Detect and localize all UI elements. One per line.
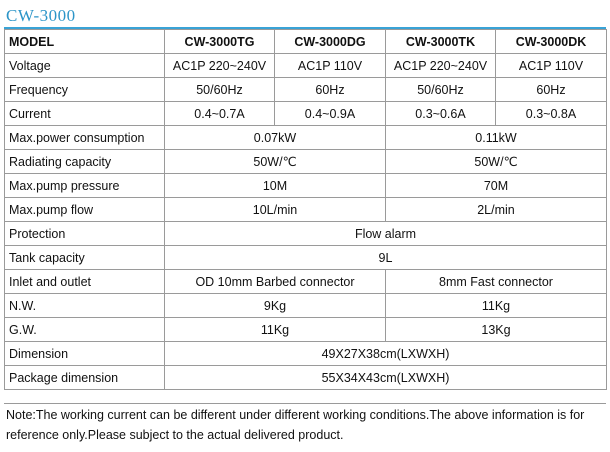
table-row-package <box>5 366 607 390</box>
table-row-radiating <box>5 150 607 174</box>
table-row-pump-flow <box>5 198 607 222</box>
value-cell: 60Hz <box>275 78 386 102</box>
value-cell: 50W/℃ <box>386 150 607 174</box>
model-cell: CW-3000TG <box>165 30 275 54</box>
value-cell: 0.3~0.6A <box>386 102 496 126</box>
row-label: MODEL <box>5 30 165 54</box>
value-cell: 10M <box>165 174 386 198</box>
row-label: Current <box>5 102 165 126</box>
value-cell: 0.07kW <box>165 126 386 150</box>
value-cell: 50/60Hz <box>165 78 275 102</box>
table-row-power <box>5 126 607 150</box>
model-cell: CW-3000DG <box>275 30 386 54</box>
value-cell: 11Kg <box>386 294 607 318</box>
value-cell: OD 10mm Barbed connector <box>165 270 386 294</box>
table-row-protection <box>5 222 607 246</box>
row-label: Frequency <box>5 78 165 102</box>
row-label: Tank capacity <box>5 246 165 270</box>
value-cell: 10L/min <box>165 198 386 222</box>
table-row-model <box>5 30 607 54</box>
value-cell: 60Hz <box>496 78 607 102</box>
row-label: Radiating capacity <box>5 150 165 174</box>
table-row-tank <box>5 246 607 270</box>
page-title: CW-3000 <box>6 6 76 25</box>
row-label: Inlet and outlet <box>5 270 165 294</box>
row-label: Dimension <box>5 342 165 366</box>
value-cell: 50W/℃ <box>165 150 386 174</box>
value-cell: 9L <box>165 246 607 270</box>
table-row-nw <box>5 294 607 318</box>
row-label: N.W. <box>5 294 165 318</box>
value-cell: 70M <box>386 174 607 198</box>
value-cell: 11Kg <box>165 318 386 342</box>
table-row-frequency <box>5 78 607 102</box>
row-label: Max.pump flow <box>5 198 165 222</box>
model-cell: CW-3000TK <box>386 30 496 54</box>
value-cell: AC1P 110V <box>275 54 386 78</box>
table-row-current <box>5 102 607 126</box>
spec-table <box>4 29 607 390</box>
value-cell: 8mm Fast connector <box>386 270 607 294</box>
table-row-gw <box>5 318 607 342</box>
row-label: Max.pump pressure <box>5 174 165 198</box>
value-cell: AC1P 220~240V <box>165 54 275 78</box>
value-cell: 0.3~0.8A <box>496 102 607 126</box>
value-cell: 50/60Hz <box>386 78 496 102</box>
table-row-pump-pressure <box>5 174 607 198</box>
table-row-inlet <box>5 270 607 294</box>
row-label: Protection <box>5 222 165 246</box>
value-cell: 0.4~0.7A <box>165 102 275 126</box>
table-row-voltage <box>5 54 607 78</box>
value-cell: 0.11kW <box>386 126 607 150</box>
row-label: G.W. <box>5 318 165 342</box>
footnote: Note:The working current can be different under different working conditions.The above information is for reference only.Please subject to the actual delivered product. <box>6 408 585 442</box>
value-cell: Flow alarm <box>165 222 607 246</box>
note-divider <box>4 403 606 404</box>
table-row-dimension <box>5 342 607 366</box>
value-cell: 0.4~0.9A <box>275 102 386 126</box>
value-cell: 2L/min <box>386 198 607 222</box>
model-cell: CW-3000DK <box>496 30 607 54</box>
value-cell: 49X27X38cm(LXWXH) <box>165 342 607 366</box>
value-cell: AC1P 110V <box>496 54 607 78</box>
row-label: Package dimension <box>5 366 165 390</box>
value-cell: 55X34X43cm(LXWXH) <box>165 366 607 390</box>
value-cell: 9Kg <box>165 294 386 318</box>
value-cell: 13Kg <box>386 318 607 342</box>
value-cell: AC1P 220~240V <box>386 54 496 78</box>
row-label: Max.power consumption <box>5 126 165 150</box>
row-label: Voltage <box>5 54 165 78</box>
